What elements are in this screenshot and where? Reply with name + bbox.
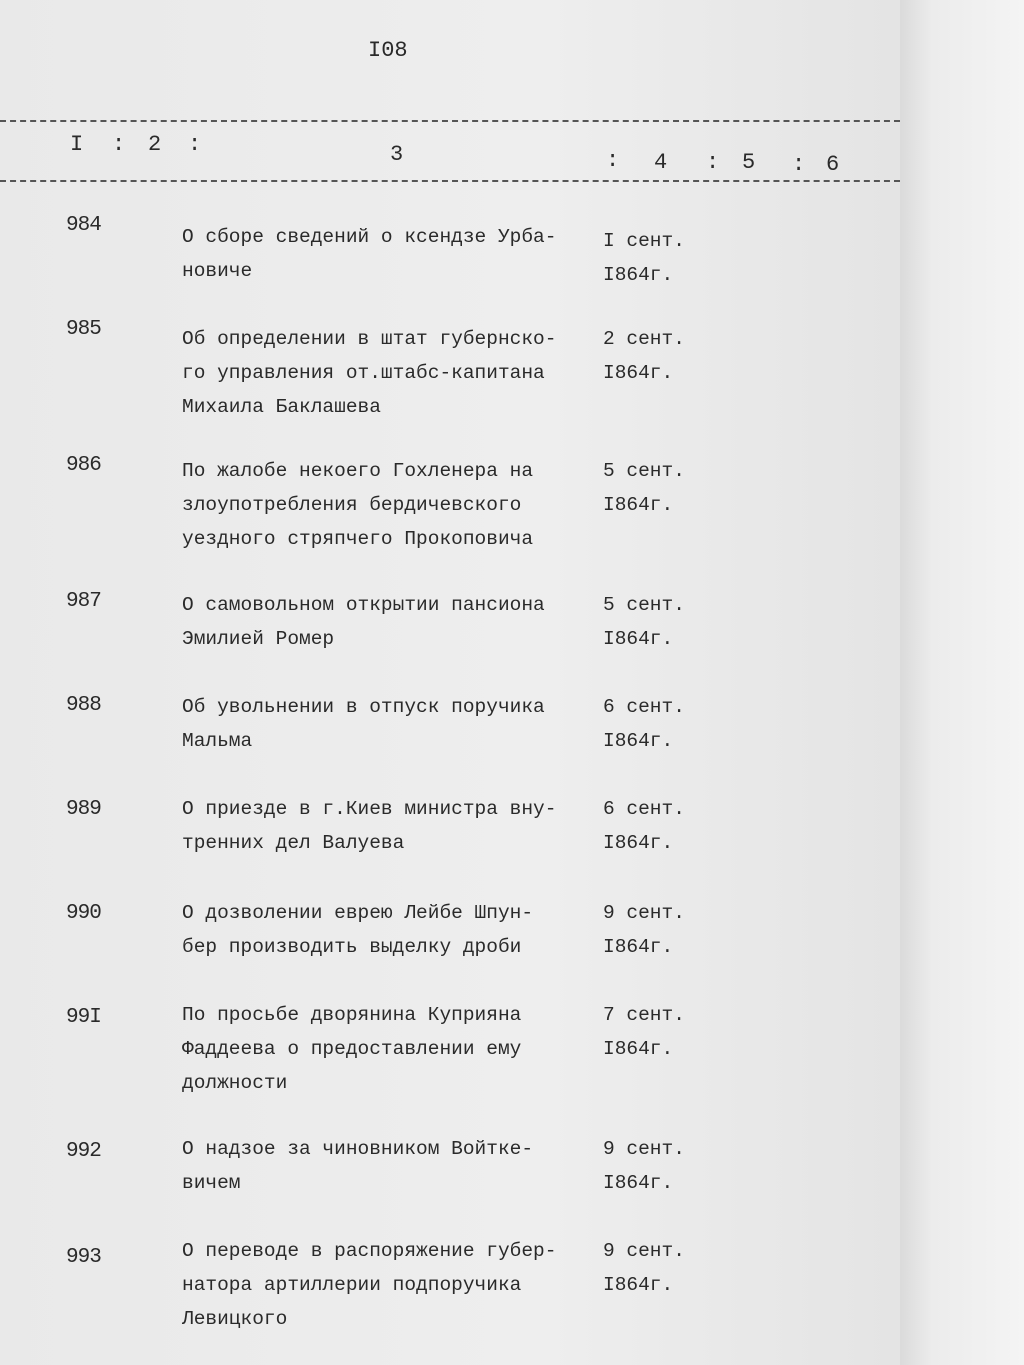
entry-number: 984 bbox=[66, 214, 101, 237]
entry-number: 993 bbox=[66, 1246, 101, 1269]
entry-date: I сент. I864г. bbox=[603, 230, 685, 286]
column-header-1: I bbox=[70, 132, 84, 157]
column-header-6: 6 bbox=[826, 152, 840, 177]
entry-title: Об увольнении в отпуск поручика Мальма bbox=[182, 696, 545, 752]
entry-date: 9 сент. I864г. bbox=[603, 1240, 685, 1296]
header-rule-top bbox=[0, 120, 900, 122]
entry-date: 6 сент. I864г. bbox=[603, 696, 685, 752]
column-separator: : bbox=[188, 132, 202, 157]
entry-title: По жалобе некоего Гохленера на злоупотребления бердичевского уездного стряпчего Прокоповича bbox=[182, 460, 534, 550]
entry-date: 9 сент. I864г. bbox=[603, 1138, 685, 1194]
entry-number: 986 bbox=[66, 454, 101, 477]
column-header-5: 5 bbox=[742, 150, 756, 175]
entry-number: 987 bbox=[66, 590, 101, 613]
column-separator: : bbox=[706, 150, 720, 175]
entry-number: 985 bbox=[66, 318, 101, 341]
entry-title: О переводе в распоряжение губер- натора артиллерии подпоручика Левицкого bbox=[182, 1240, 557, 1330]
column-header-4: 4 bbox=[654, 150, 668, 175]
entry-title: По просьбе дворянина Куприяна Фаддеева о предоставлении ему должности bbox=[182, 1004, 522, 1094]
entry-date: 9 сент. I864г. bbox=[603, 902, 685, 958]
column-header-2: 2 bbox=[148, 132, 162, 157]
column-header-3: 3 bbox=[390, 142, 404, 167]
entry-number: 99I bbox=[66, 1006, 101, 1029]
entry-date: 5 сент. I864г. bbox=[603, 594, 685, 650]
page-number: I08 bbox=[368, 38, 408, 63]
entry-number: 990 bbox=[66, 902, 101, 925]
header-rule-bottom bbox=[0, 180, 900, 182]
underlying-page bbox=[890, 0, 1024, 1365]
entry-title: О самовольном открытии пансиона Эмилией Ромер bbox=[182, 594, 545, 650]
column-separator: : bbox=[792, 152, 806, 177]
entry-number: 992 bbox=[66, 1140, 101, 1163]
entry-title: О сборе сведений о ксендзе Урба- новиче bbox=[182, 226, 557, 282]
column-separator: : bbox=[606, 148, 620, 173]
entry-number: 988 bbox=[66, 694, 101, 717]
entry-title: Об определении в штат губернско- го управления от.штабс-капитана Михаила Баклашева bbox=[182, 328, 557, 418]
entry-title: О надзое за чиновником Войтке- вичем bbox=[182, 1138, 534, 1194]
entry-date: 7 сент. I864г. bbox=[603, 1004, 685, 1060]
entry-title: О приезде в г.Киев министра вну- тренних дел Валуева bbox=[182, 798, 557, 854]
entry-date: 6 сент. I864г. bbox=[603, 798, 685, 854]
column-separator: : bbox=[112, 132, 126, 157]
entry-date: 2 сент. I864г. bbox=[603, 328, 685, 384]
entry-title: О дозволении еврею Лейбе Шпун- бер производить выделку дроби bbox=[182, 902, 534, 958]
entry-date: 5 сент. I864г. bbox=[603, 460, 685, 516]
entry-number: 989 bbox=[66, 798, 101, 821]
